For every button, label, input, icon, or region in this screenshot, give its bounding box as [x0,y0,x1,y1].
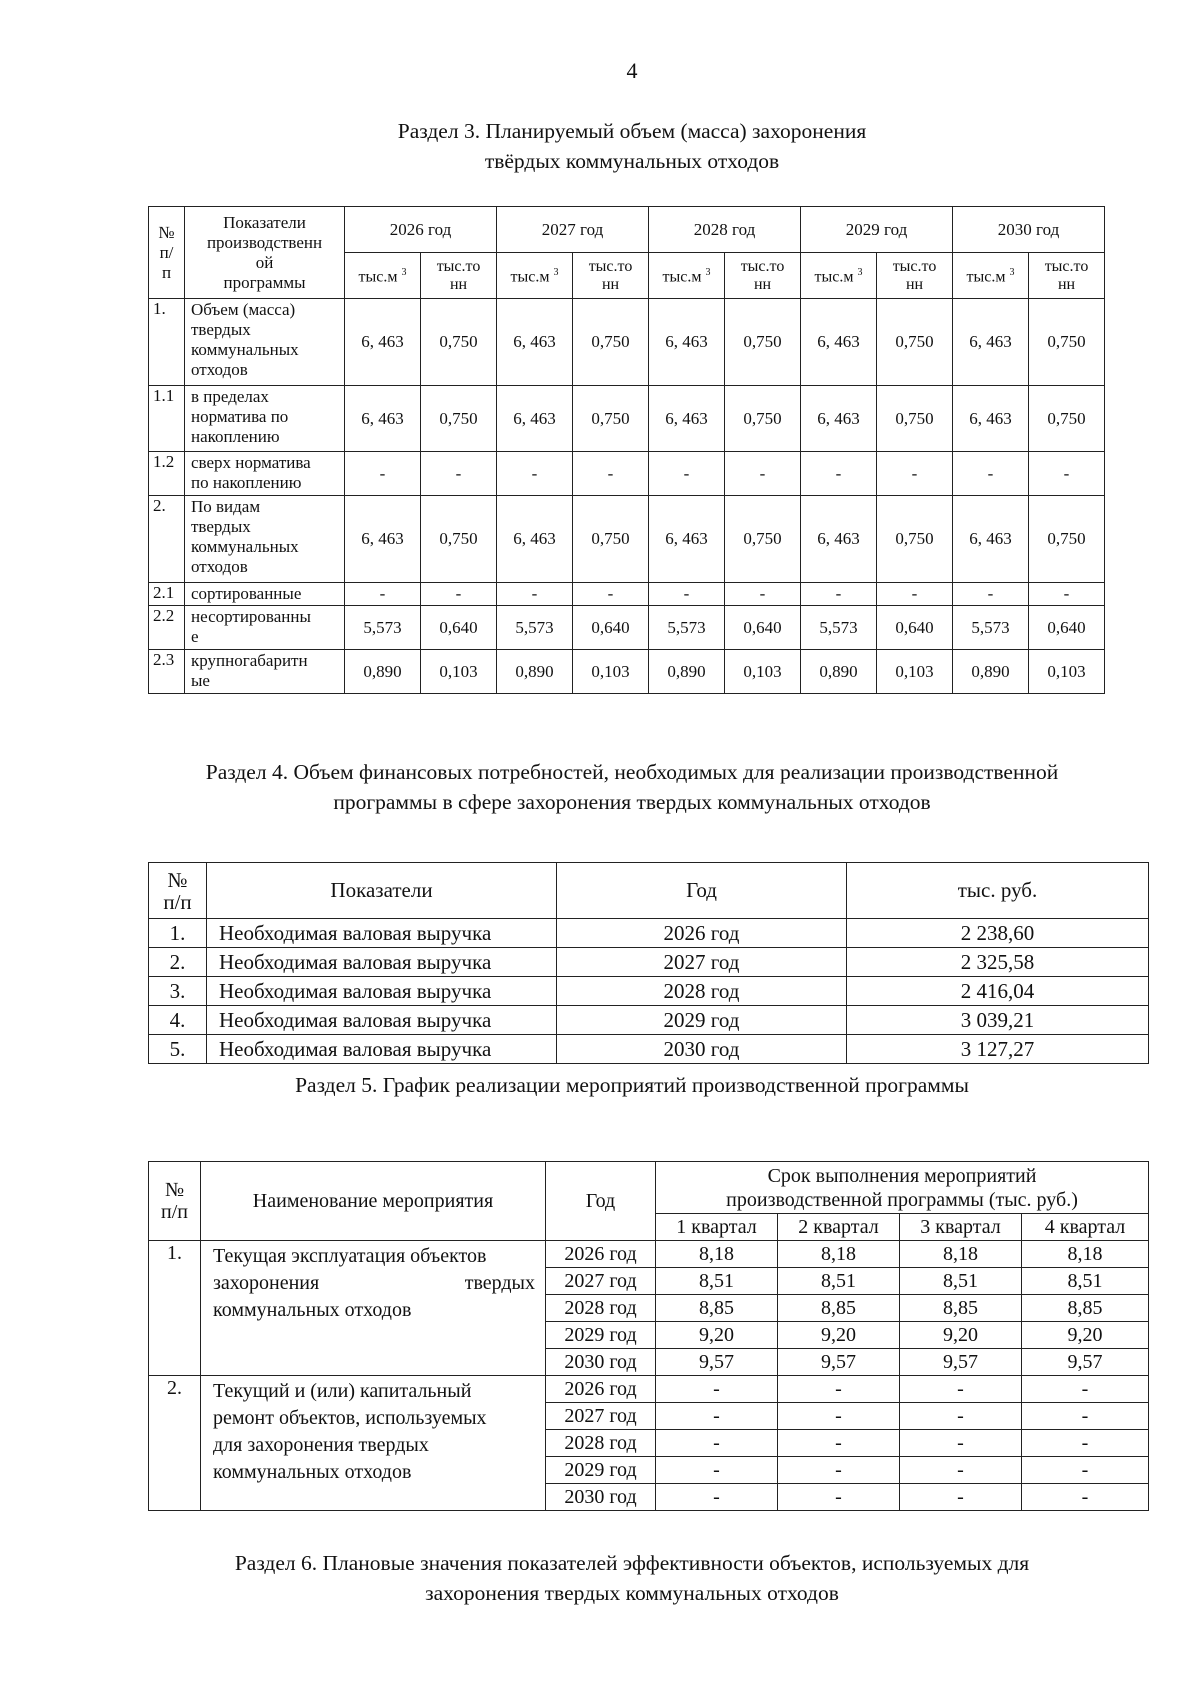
quarter-value: - [656,1403,778,1430]
row-label: Необходимая валовая выручка [207,1006,557,1035]
row-label: Необходимая валовая выручка [207,1035,557,1064]
row-label: несортированны е [185,606,345,650]
table-row [149,1006,1149,1035]
row-number: 1. [149,1241,201,1376]
value-cell: - [497,583,573,606]
quarter-header: 2 квартал [778,1214,900,1241]
value-cell: - [801,452,877,496]
quarter-value: - [1022,1457,1149,1484]
row-number: 4. [149,1006,207,1035]
value-cell: 5,573 [953,606,1029,650]
section3-title-line1: Раздел 3. Планируемый объем (масса) захоронения [397,119,867,143]
value-cell: 0,103 [1029,650,1105,694]
value-cell: - [1029,583,1105,606]
quarter-value: - [778,1376,900,1403]
quarter-value: 8,51 [900,1268,1022,1295]
activity-name: Текущая эксплуатация объектов захоронения твердых коммунальных отходов [201,1241,546,1376]
quarter-value: 8,85 [778,1295,900,1322]
year-cell: 2030 год [546,1349,656,1376]
section4-title-line1: Раздел 4. Объем финансовых потребностей, необходимых для реализации производственной [205,760,1059,784]
quarter-value: - [656,1457,778,1484]
quarter-value: 9,20 [778,1322,900,1349]
value-cell: 6, 463 [801,496,877,583]
quarter-value: - [656,1430,778,1457]
quarter-value: - [778,1403,900,1430]
table-row [149,452,1105,496]
quarter-value: 8,18 [778,1241,900,1268]
quarter-value: 8,51 [656,1268,778,1295]
year-cell: 2027 год [546,1403,656,1430]
row-number: 2.3 [149,650,185,694]
col-name-header: Наименование мероприятия [201,1162,546,1241]
quarter-value: 9,57 [1022,1349,1149,1376]
quarter-value: - [656,1376,778,1403]
value-cell: 0,750 [877,299,953,386]
value-cell: 0,750 [1029,299,1105,386]
year-cell: 2026 год [557,919,847,948]
year-cell: 2026 год [546,1241,656,1268]
value-cell: 5,573 [497,606,573,650]
section4-title-line2: программы в сфере захоронения твердых коммунальных отходов [333,790,931,814]
unit-m3-header: тыс.м $^3$ [801,253,877,299]
table-row [149,299,1105,386]
row-number: 2.2 [149,606,185,650]
row-number: 1. [149,299,185,386]
quarter-value: 9,57 [778,1349,900,1376]
year-cell: 2028 год [557,977,847,1006]
year-cell: 2026 год [546,1376,656,1403]
value-cell: 6, 463 [497,299,573,386]
table-row [149,948,1149,977]
value-cell: 0,750 [877,386,953,452]
col-year-header: Год [557,863,847,919]
year-header: 2027 год [497,207,649,253]
quarter-value: 9,20 [900,1322,1022,1349]
value-cell: - [573,583,649,606]
unit-m3-header: тыс.м $^3$ [649,253,725,299]
value-cell: 0,640 [573,606,649,650]
value-cell: - [1029,452,1105,496]
section3-heading [0,116,1200,176]
value-cell: 0,750 [573,386,649,452]
quarter-header: 4 квартал [1022,1214,1149,1241]
value-cell: 0,750 [725,299,801,386]
value-cell: 0,750 [725,386,801,452]
quarter-value: - [900,1484,1022,1511]
row-label: крупногабаритн ые [185,650,345,694]
value-cell: 0,890 [497,650,573,694]
unit-t-header: тыс.то нн [877,253,953,299]
value-cell: 0,640 [725,606,801,650]
col-num-header: № п/п [149,1162,201,1241]
value-cell: - [421,452,497,496]
amount-cell: 3 039,21 [847,1006,1149,1035]
year-header: 2028 год [649,207,801,253]
value-cell: 0,750 [877,496,953,583]
section5-heading [0,1070,1200,1100]
quarter-value: 8,85 [656,1295,778,1322]
value-cell: - [725,583,801,606]
value-cell: 0,103 [877,650,953,694]
amount-cell: 2 416,04 [847,977,1149,1006]
quarter-value: - [656,1484,778,1511]
value-cell: 6, 463 [953,386,1029,452]
value-cell: 6, 463 [953,496,1029,583]
col-num-header: № п/п [149,863,207,919]
value-cell: 0,750 [1029,386,1105,452]
value-cell: - [953,583,1029,606]
quarter-value: - [1022,1430,1149,1457]
value-cell: 6, 463 [497,496,573,583]
value-cell: - [649,583,725,606]
row-number: 5. [149,1035,207,1064]
value-cell: 0,890 [345,650,421,694]
value-cell: 6, 463 [345,386,421,452]
quarter-value: 9,57 [656,1349,778,1376]
value-cell: 0,750 [421,386,497,452]
row-number: 3. [149,977,207,1006]
quarter-value: 8,18 [1022,1241,1149,1268]
unit-m3-header: тыс.м $^3$ [497,253,573,299]
quarter-value: - [778,1457,900,1484]
unit-m3-header: тыс.м $^3$ [345,253,421,299]
year-cell: 2028 год [546,1295,656,1322]
row-number: 1.2 [149,452,185,496]
unit-t-header: тыс.то нн [421,253,497,299]
value-cell: 6, 463 [953,299,1029,386]
row-label: По видам твердых коммунальных отходов [185,496,345,583]
value-cell: 0,750 [573,496,649,583]
row-label: в пределах норматива по накоплению [185,386,345,452]
table-row [149,1376,1149,1403]
value-cell: 6, 463 [649,299,725,386]
value-cell: - [953,452,1029,496]
section5-table [148,1161,1149,1511]
value-cell: 0,890 [649,650,725,694]
year-cell: 2027 год [557,948,847,977]
value-cell: 0,750 [725,496,801,583]
year-cell: 2028 год [546,1430,656,1457]
year-header: 2026 год [345,207,497,253]
year-cell: 2029 год [557,1006,847,1035]
row-label: Необходимая валовая выручка [207,977,557,1006]
col-indicator-header: Показатели [207,863,557,919]
value-cell: - [421,583,497,606]
page-number: 4 [626,58,638,83]
col-period-header: Срок выполнения мероприятий производственной программы (тыс. руб.) [656,1162,1149,1214]
value-cell: 6, 463 [345,496,421,583]
table-row [149,1035,1149,1064]
table-row [149,583,1105,606]
quarter-value: 8,85 [900,1295,1022,1322]
year-cell: 2030 год [546,1484,656,1511]
row-number: 1.1 [149,386,185,452]
value-cell: - [345,583,421,606]
section4-table [148,862,1149,1064]
row-label: сверх норматива по накоплению [185,452,345,496]
section3-table [148,206,1105,694]
value-cell: 5,573 [345,606,421,650]
section4-heading [0,757,1200,817]
value-cell: - [877,452,953,496]
col-year-header: Год [546,1162,656,1241]
value-cell: 0,890 [801,650,877,694]
value-cell: 0,640 [877,606,953,650]
table-row [149,977,1149,1006]
quarter-value: 9,20 [1022,1322,1149,1349]
row-number: 2.1 [149,583,185,606]
year-header: 2029 год [801,207,953,253]
value-cell: - [801,583,877,606]
table-row [149,650,1105,694]
value-cell: 0,103 [421,650,497,694]
quarter-value: 9,57 [900,1349,1022,1376]
quarter-value: - [778,1430,900,1457]
value-cell: - [649,452,725,496]
value-cell: 6, 463 [649,386,725,452]
quarter-value: - [900,1457,1022,1484]
quarter-value: - [900,1430,1022,1457]
value-cell: 5,573 [649,606,725,650]
row-label: Объем (масса) твердых коммунальных отходов [185,299,345,386]
row-label: сортированные [185,583,345,606]
quarter-value: 9,20 [656,1322,778,1349]
year-cell: 2030 год [557,1035,847,1064]
value-cell: 6, 463 [345,299,421,386]
table-row [149,1241,1149,1268]
quarter-value: 8,18 [656,1241,778,1268]
quarter-value: - [1022,1376,1149,1403]
value-cell: 0,103 [725,650,801,694]
value-cell: 6, 463 [801,386,877,452]
quarter-value: 8,51 [1022,1268,1149,1295]
value-cell: 0,750 [573,299,649,386]
value-cell: - [725,452,801,496]
amount-cell: 2 238,60 [847,919,1149,948]
value-cell: 0,640 [421,606,497,650]
unit-t-header: тыс.то нн [1029,253,1105,299]
value-cell: 5,573 [801,606,877,650]
value-cell: - [877,583,953,606]
value-cell: - [497,452,573,496]
year-cell: 2029 год [546,1322,656,1349]
value-cell: - [573,452,649,496]
quarter-value: - [900,1376,1022,1403]
value-cell: 6, 463 [801,299,877,386]
section6-title-line2: захоронения твердых коммунальных отходов [425,1581,839,1605]
table-row [149,496,1105,583]
quarter-value: - [1022,1484,1149,1511]
value-cell: 0,103 [573,650,649,694]
col-amount-header: тыс. руб. [847,863,1149,919]
value-cell: 0,750 [421,496,497,583]
value-cell: 6, 463 [497,386,573,452]
year-cell: 2029 год [546,1457,656,1484]
value-cell: 0,640 [1029,606,1105,650]
section3-title-line2: твёрдых коммунальных отходов [484,149,780,173]
amount-cell: 3 127,27 [847,1035,1149,1064]
year-header: 2030 год [953,207,1105,253]
value-cell: - [345,452,421,496]
quarter-header: 1 квартал [656,1214,778,1241]
value-cell: 0,750 [421,299,497,386]
table-row [149,386,1105,452]
value-cell: 6, 463 [649,496,725,583]
row-label: Необходимая валовая выручка [207,919,557,948]
col-num-header: № п/ п [149,207,185,299]
quarter-value: 8,51 [778,1268,900,1295]
section6-heading [0,1548,1200,1608]
row-number: 1. [149,919,207,948]
unit-m3-header: тыс.м $^3$ [953,253,1029,299]
quarter-value: 8,85 [1022,1295,1149,1322]
activity-name: Текущий и (или) капитальный ремонт объектов, используемых для захоронения твердых коммунальных отходов [201,1376,546,1511]
unit-t-header: тыс.то нн [725,253,801,299]
quarter-value: 8,18 [900,1241,1022,1268]
quarter-header: 3 квартал [900,1214,1022,1241]
table-row [149,606,1105,650]
quarter-value: - [1022,1403,1149,1430]
quarter-value: - [778,1484,900,1511]
row-number: 2. [149,1376,201,1511]
quarter-value: - [900,1403,1022,1430]
row-number: 2. [149,496,185,583]
section6-title-line1: Раздел 6. Плановые значения показателей эффективности объектов, используемых для [234,1551,1030,1575]
amount-cell: 2 325,58 [847,948,1149,977]
table-row [149,919,1149,948]
value-cell: 0,750 [1029,496,1105,583]
col-indicator-header: Показатели производственн ой программы [185,207,345,299]
row-label: Необходимая валовая выручка [207,948,557,977]
row-number: 2. [149,948,207,977]
year-cell: 2027 год [546,1268,656,1295]
unit-t-header: тыс.то нн [573,253,649,299]
value-cell: 0,890 [953,650,1029,694]
section5-title: Раздел 5. График реализации мероприятий производственной программы [295,1073,969,1097]
